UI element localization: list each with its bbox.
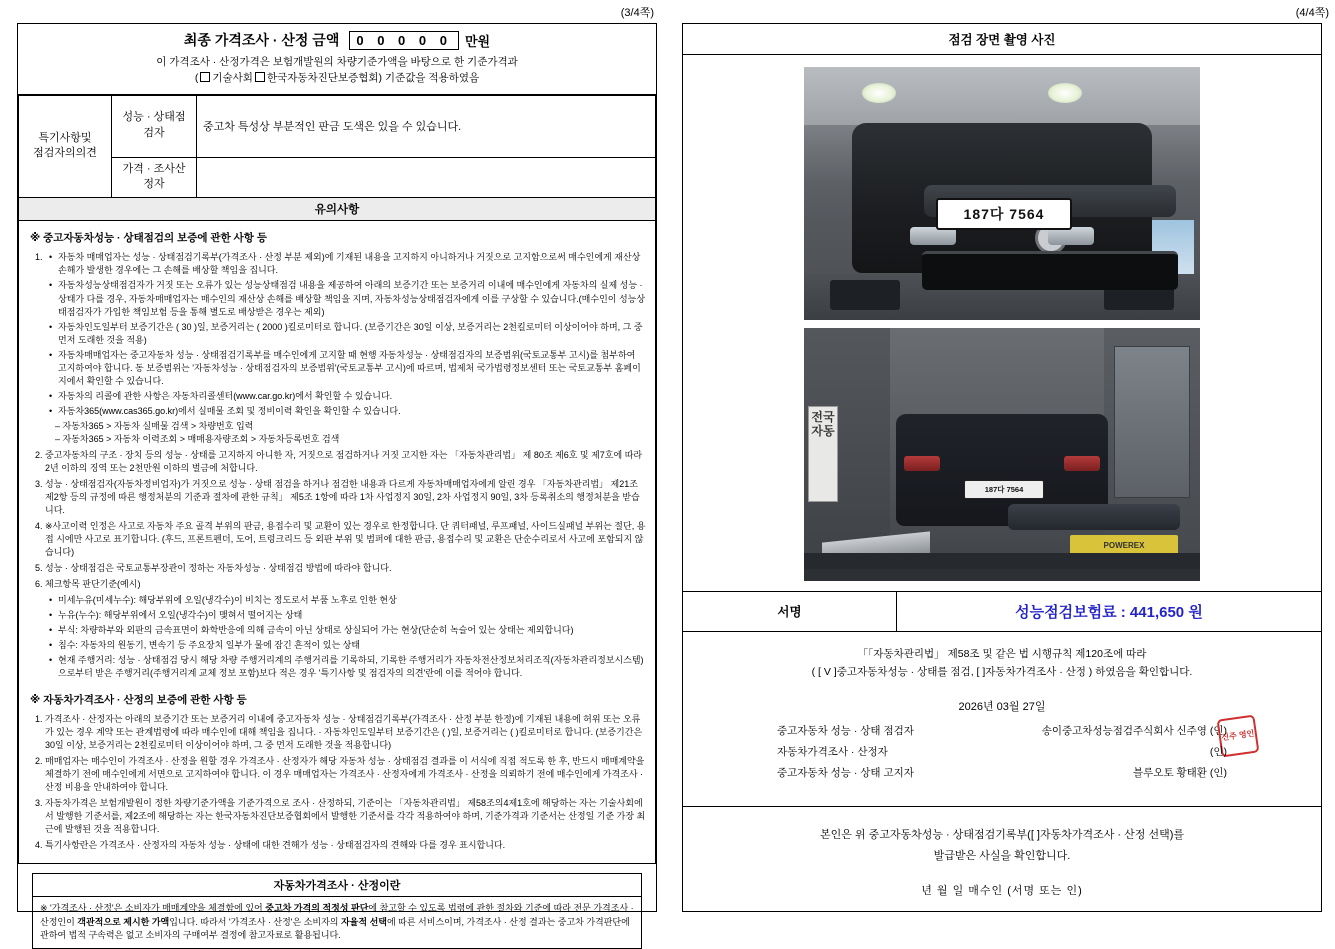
wall-sign: 전국자동 [808,406,838,502]
price-assessor-opinion-value [197,157,656,198]
vehicle-rear-photo [804,328,1200,581]
signature-fee-row [683,591,1321,632]
signer-name: 송이중고차성능점검주식회사 신주영 (인) [1041,724,1227,737]
list-item: • 현재 주행거리: 성능 · 상태점검 당시 해당 차량 주행거리계의 주행거리를 기록하되, 기록한 주행거리가 자동차전산정보처리조직(자동차관리정보시스템)으로부터 받은 주행거리(주행거리계 교체 정보 포함)보다 적은 경우 '특기사항 및 점검자의 의견'란에 이를 적어야 합니다. [58,654,646,680]
page-right [672,0,1335,912]
confirm-line-2: 발급받은 사실을 확인합니다. [933,849,1071,862]
definition-bold2: 객관적으로 제시한 가액 [77,916,170,927]
inspection-insurance-fee: 성능점검보험료 : 441,650 원 [1015,604,1203,621]
page-number-left: (3/4쪽) [620,7,654,19]
sub-note: – 자동차365 > 자동차 이력조회 > 매매용자량조회 > 자동차등록번호 검색 [55,433,340,444]
lift-banner: POWEREX [1070,535,1178,555]
checkbox-kaada[interactable] [255,72,265,82]
page-number-right: (4/4쪽) [1295,7,1329,19]
list-item-text: 체크항목 판단기준(예시) [45,579,141,590]
legal-line-1: 「「자동차관리법」 제58조 및 같은 법 시행규칙 제120조에 따라 [857,648,1147,660]
tail-light [904,456,940,471]
final-price-header [18,24,656,95]
right-document-sheet [682,23,1322,912]
section1-list [28,251,646,679]
price-assessor-sub-label: 가격 · 조사산정자 [112,157,197,198]
final-price-unit: 만원 [464,33,491,49]
paren-open: ( [194,71,199,84]
license-plate-rear: 187다 7564 [964,480,1044,499]
list-item: 3. 성능 · 상태점검자(자동차정비업자)가 거짓으로 성능 · 상태 점검을 하거나 점검한 내용과 다르게 자동차매매업자에게 알린 경우 「자동차관리법」 제21조 제2항 등의 규정에 따른 행정처분의 기준과 절차에 관한 규칙」 제5조 1항에 따라 1차 사업정지 30일, 2차 사업정지 90일, 3차 등록취소의 행정처분을 받습니다. [45,478,646,517]
list-item: 2. 매매업자는 매수인이 가격조사 · 산정을 원할 경우 가격조사 · 산정자가 해당 자동차 성능 · 상태점검 결과를 이 서식에 직접 적도록 한 후, 반드시 매매계약을 체결하기 전에 매수인에게 서면으로 고지하여야 합니다. 이 경우 매매업자는 가격조사 · 산정자에게 가격조사 · 산정을 의뢰하기 전에 매수인에게 가격조사 · 산정 비용을 안내하여야 합니다. [45,755,646,794]
signer-name: 블루오토 황태환 (인) [1133,766,1227,779]
caution-bar-title: 유의사항 [18,198,656,221]
price-assessment-definition-box [32,873,642,949]
final-price-heading: 최종 가격조사 · 산정 금액 [183,32,340,48]
table-row [19,157,656,198]
list-item: 4. ※사고이력 인정은 사고로 자동차 주요 골격 부위의 판금, 용접수리 및 교환이 있는 경우로 한정합니다. 단 쿼터패널, 루프패널, 사이드실패널 부위는 절단, 용접 시에만 사고로 표기합니다. (후드, 프론트펜더, 도어, 트렁크리드 등 외판 부위 및 범퍼에 대한 판금, 용접수리 및 교환은 단순수리로서 사고에 포함되지 않습니다) [45,520,646,559]
definition-part2: 에 참고할 수 있도록 법령에 관한 절차와 기준에 따라 전문 가격조사 · 산정인이 [40,903,634,927]
list-item: • 미세누유(미세누수): 해당부위에 오일(냉각수)이 비치는 정도로서 부품 노후로 인한 현상 [58,594,646,607]
confirm-line-1: 본인은 위 중고자동차성능 · 상태점검기록부([ ]자동차가격조사 · 산정 선택)를 [820,828,1184,841]
definition-bold1: 중고차 가격의 적정성 판단 [265,903,369,914]
page-left [0,0,660,941]
price-note-line2 [18,71,656,87]
sub-list [45,594,646,680]
front-grille [922,251,1178,290]
signer-role: 중고자동차 성능 · 상태 고지자 [777,766,914,779]
garage-door [1114,346,1190,498]
list-item: 2. 중고자동차의 구조 · 장치 등의 성능 · 상태를 고지하지 아니한 자, 거짓으로 점검하거나 거짓 고지한 자는 「자동차관리법」 제 80조 제6호 및 제7호에 따라 2년 이하의 징역 또는 2천만원 이하의 벌금에 처합니다. [45,449,646,475]
ceiling-lamp-icon [1048,83,1082,103]
special-remarks-table [18,95,656,199]
caution-body [18,221,656,864]
definition-bold3: 자율적 선택 [340,916,387,927]
list-item: • 누유(누수): 해당부위에서 오일(냉각수)이 맺혀서 떨어지는 상태 [58,609,646,622]
table-row [19,95,656,157]
signature-label: 서명 [683,592,897,631]
list-item: • 자동차의 리콜에 관한 사항은 자동차리콜센터(www.car.go.kr)에서 확인할 수 있습니다. [58,390,646,403]
inspector-sub-label: 성능 · 상태점검자 [112,95,197,157]
list-item: • 침수: 자동차의 원동기, 변속기 등 주요장치 일부가 물에 잠긴 흔적이 있는 상태 [58,639,646,652]
list-item [45,251,646,446]
definition-body [33,897,641,948]
definition-part3: 입니다. 따라서 '가격조사 · 산정'은 소비자의 [169,916,341,927]
final-price-amount: 0 0 0 0 0 [349,31,459,50]
signer-role: 자동차가격조사 · 산정자 [777,745,888,758]
buyer-confirmation [683,806,1321,902]
signer-row [777,742,1227,763]
list-item: • 자동차매매업자는 중고자동차 성능 · 상태점검기록부를 매수인에게 고지할 때 현행 자동차성능 · 상태점검자의 보증범위(국토교통부 고시)를 첨부하여 고지하여야 합니다. 동 보증범위는 '자동차성능 · 상태점검자의 보증범위'(국토교통부 고시)에 따르며, 법제처 국가법령정보센터 또는 국토교통부 홈페이지에서 확인할 수 있습니다. [58,349,646,388]
list-item: 4. 특기사항란은 가격조사 · 산정자의 자동차 성능 · 상태에 대한 견해가 성능 · 상태점검자의 견해와 다를 경우 표시합니다. [45,839,646,852]
list-item: • 1. 자동차 매매업자는 성능 · 상태점검기록부(가격조사 · 산정 부분 제외)에 기재된 내용을 고지하지 아니하거나 거짓으로 고지함으로써 매수인에게 재산상 손해가 발생한 경우에는 그 손해를 배상할 책임을 집니다. [58,251,646,277]
confirm-line-3: 년 월 일 매수인 (서명 또는 인) [921,884,1083,897]
price-note-line1: 이 가격조사 · 산정가격은 보험개발원의 차량기준가액을 바탕으로 한 기준가격과 [156,56,518,68]
lift-base [804,553,1200,569]
definition-part1: ※ '가격조사 · 산정'은 소비자가 매매계약을 체결함에 있어 [40,903,266,914]
section2-list [28,713,646,852]
definition-title: 자동차가격조사 · 산정이란 [33,874,641,897]
special-remarks-row-label: 특기사항및 점검자의의견 [19,95,112,198]
list-item: 3. 자동차가격은 보험개발원이 정한 차량기준가액을 기준가격으로 조사 · 산정하되, 기준이는 「자동차관리법」 제58조의4제1호에 해당하는 자는 기술사회에서 발행한 기준서를, 제2조에 해당하는 자는 한국자동차진단보증협회에서 발행한 기준서를 각각 적용하여야 하며, 기준가격과 기준서는 산정일 기준 가장 최근에 발행된 것을 적용합니다. [45,797,646,836]
list-item: • 자동차365(www.cas365.go.kr)에서 실매물 조회 및 정비이력 확인을 확인할 수 있습니다. [58,405,646,418]
license-plate-front: 187다 7564 [936,198,1072,230]
sub-note: – 자동차365 > 자동차 실매물 검색 > 차량번호 입력 [55,420,254,431]
photo-gallery [683,55,1321,591]
inspector-opinion-value: 중고차 특성상 부분적인 판금 도색은 있을 수 있습니다. [197,95,656,157]
signer-row [777,721,1256,743]
ceiling-lamp-icon [862,83,896,103]
tail-light [1064,456,1100,471]
price-note-tail: ) 기준값을 적용하였음 [378,71,480,84]
left-document-sheet [17,23,657,941]
seal-stamp-icon: 신주 영인 [1217,714,1260,757]
vehicle-front-photo [804,67,1200,320]
legal-line-2: ( [ V ]중고자동차성능 · 상태를 점검, [ ]자동차가격조사 · 산정 ) 하였음을 확인합니다. [811,666,1193,679]
photo-section-title: 점검 장면 촬영 사진 [683,24,1321,55]
sub-list [45,251,646,418]
label-kaada: 한국자동차진단보증협회 [266,71,379,84]
section1-heading: ※ 중고자동차성능 · 상태점검의 보증에 관한 사항 등 [30,232,267,245]
list-item: • 부식: 차량하부와 외판의 금속표면이 화학반응에 의해 금속이 아닌 상태로 상실되어 가는 현상(단순히 녹슬어 있는 상태는 제외합니다) [58,624,646,637]
signer-list [777,721,1256,784]
signer-row [777,763,1227,784]
section2-heading: ※ 자동차가격조사 · 산정의 보증에 관한 사항 등 [30,693,247,706]
list-item: 5. 성능 · 상태점검은 국토교통부장관이 정하는 자동차성능 · 상태점검 방법에 따라야 합니다. [45,562,646,575]
list-item: 1. 가격조사 · 산정자는 아래의 보증기간 또는 보증거리 이내에 중고자동차 성능 · 상태점검기록부(가격조사 · 산정 부분 한정)에 기재된 내용에 허위 또는 오류가 있는 경우 계약 또는 관계법령에 따라 매수인에 대해 책임을 집니다. · 자동차인도일부터 보증기간은 ( )일, 보증거리는 ( )킬로미터로 합니다. (보증기간은 30일 이상, 보증거리는 2천킬로미터 이상이어야 하며, 그 중 먼저 도래한 것을 적용합니다) [45,713,646,752]
legal-statement [683,632,1321,688]
signer-name: (인) [1209,745,1227,758]
list-item: • 자동차성능상태점검자가 거짓 또는 오류가 있는 성능상태점검 내용을 제공하여 아래의 보증기간 또는 보증거리 이내에 매수인에게 자동차의 실제 성능 · 상태가 다를 경우, 자동차매매업자는 매수인의 재산상 손해를 배상할 책임을 지며, 자동차성능상태점검자에게 이를 구상할 수 있습니다.(매수인이 성능상태점검자가 가입한 책임보험 등을 통해 별도로 배상받은 경우는 제외) [58,279,646,318]
garage-floor [804,569,1200,581]
checkbox-technical-society[interactable] [200,72,210,82]
signer-role: 중고자동차 성능 · 상태 점검자 [777,724,914,737]
list-item: • 자동차인도일부터 보증기간은 ( 30 )일, 보증거리는 ( 2000 )킬로미터로 합니다. (보증기간은 30일 이상, 보증거리는 2천킬로미터 이상이어야 하며, 그 중 먼저 도래한 것을 적용) [58,321,646,347]
lift-arm [830,280,900,310]
rear-window [1008,504,1180,530]
issue-date: 2026년 03월 27일 [958,700,1046,713]
definition-part4: 에 따른 서비스이며, 가격조사 · 산정 결과는 중고차 가격판단에 관하여 법적 구속력은 없고 소비자의 구매여부 결정에 참고자료로 활용됩니다. [40,916,630,941]
label-technical-society: 기술사회 [212,71,253,84]
list-item [45,578,646,679]
